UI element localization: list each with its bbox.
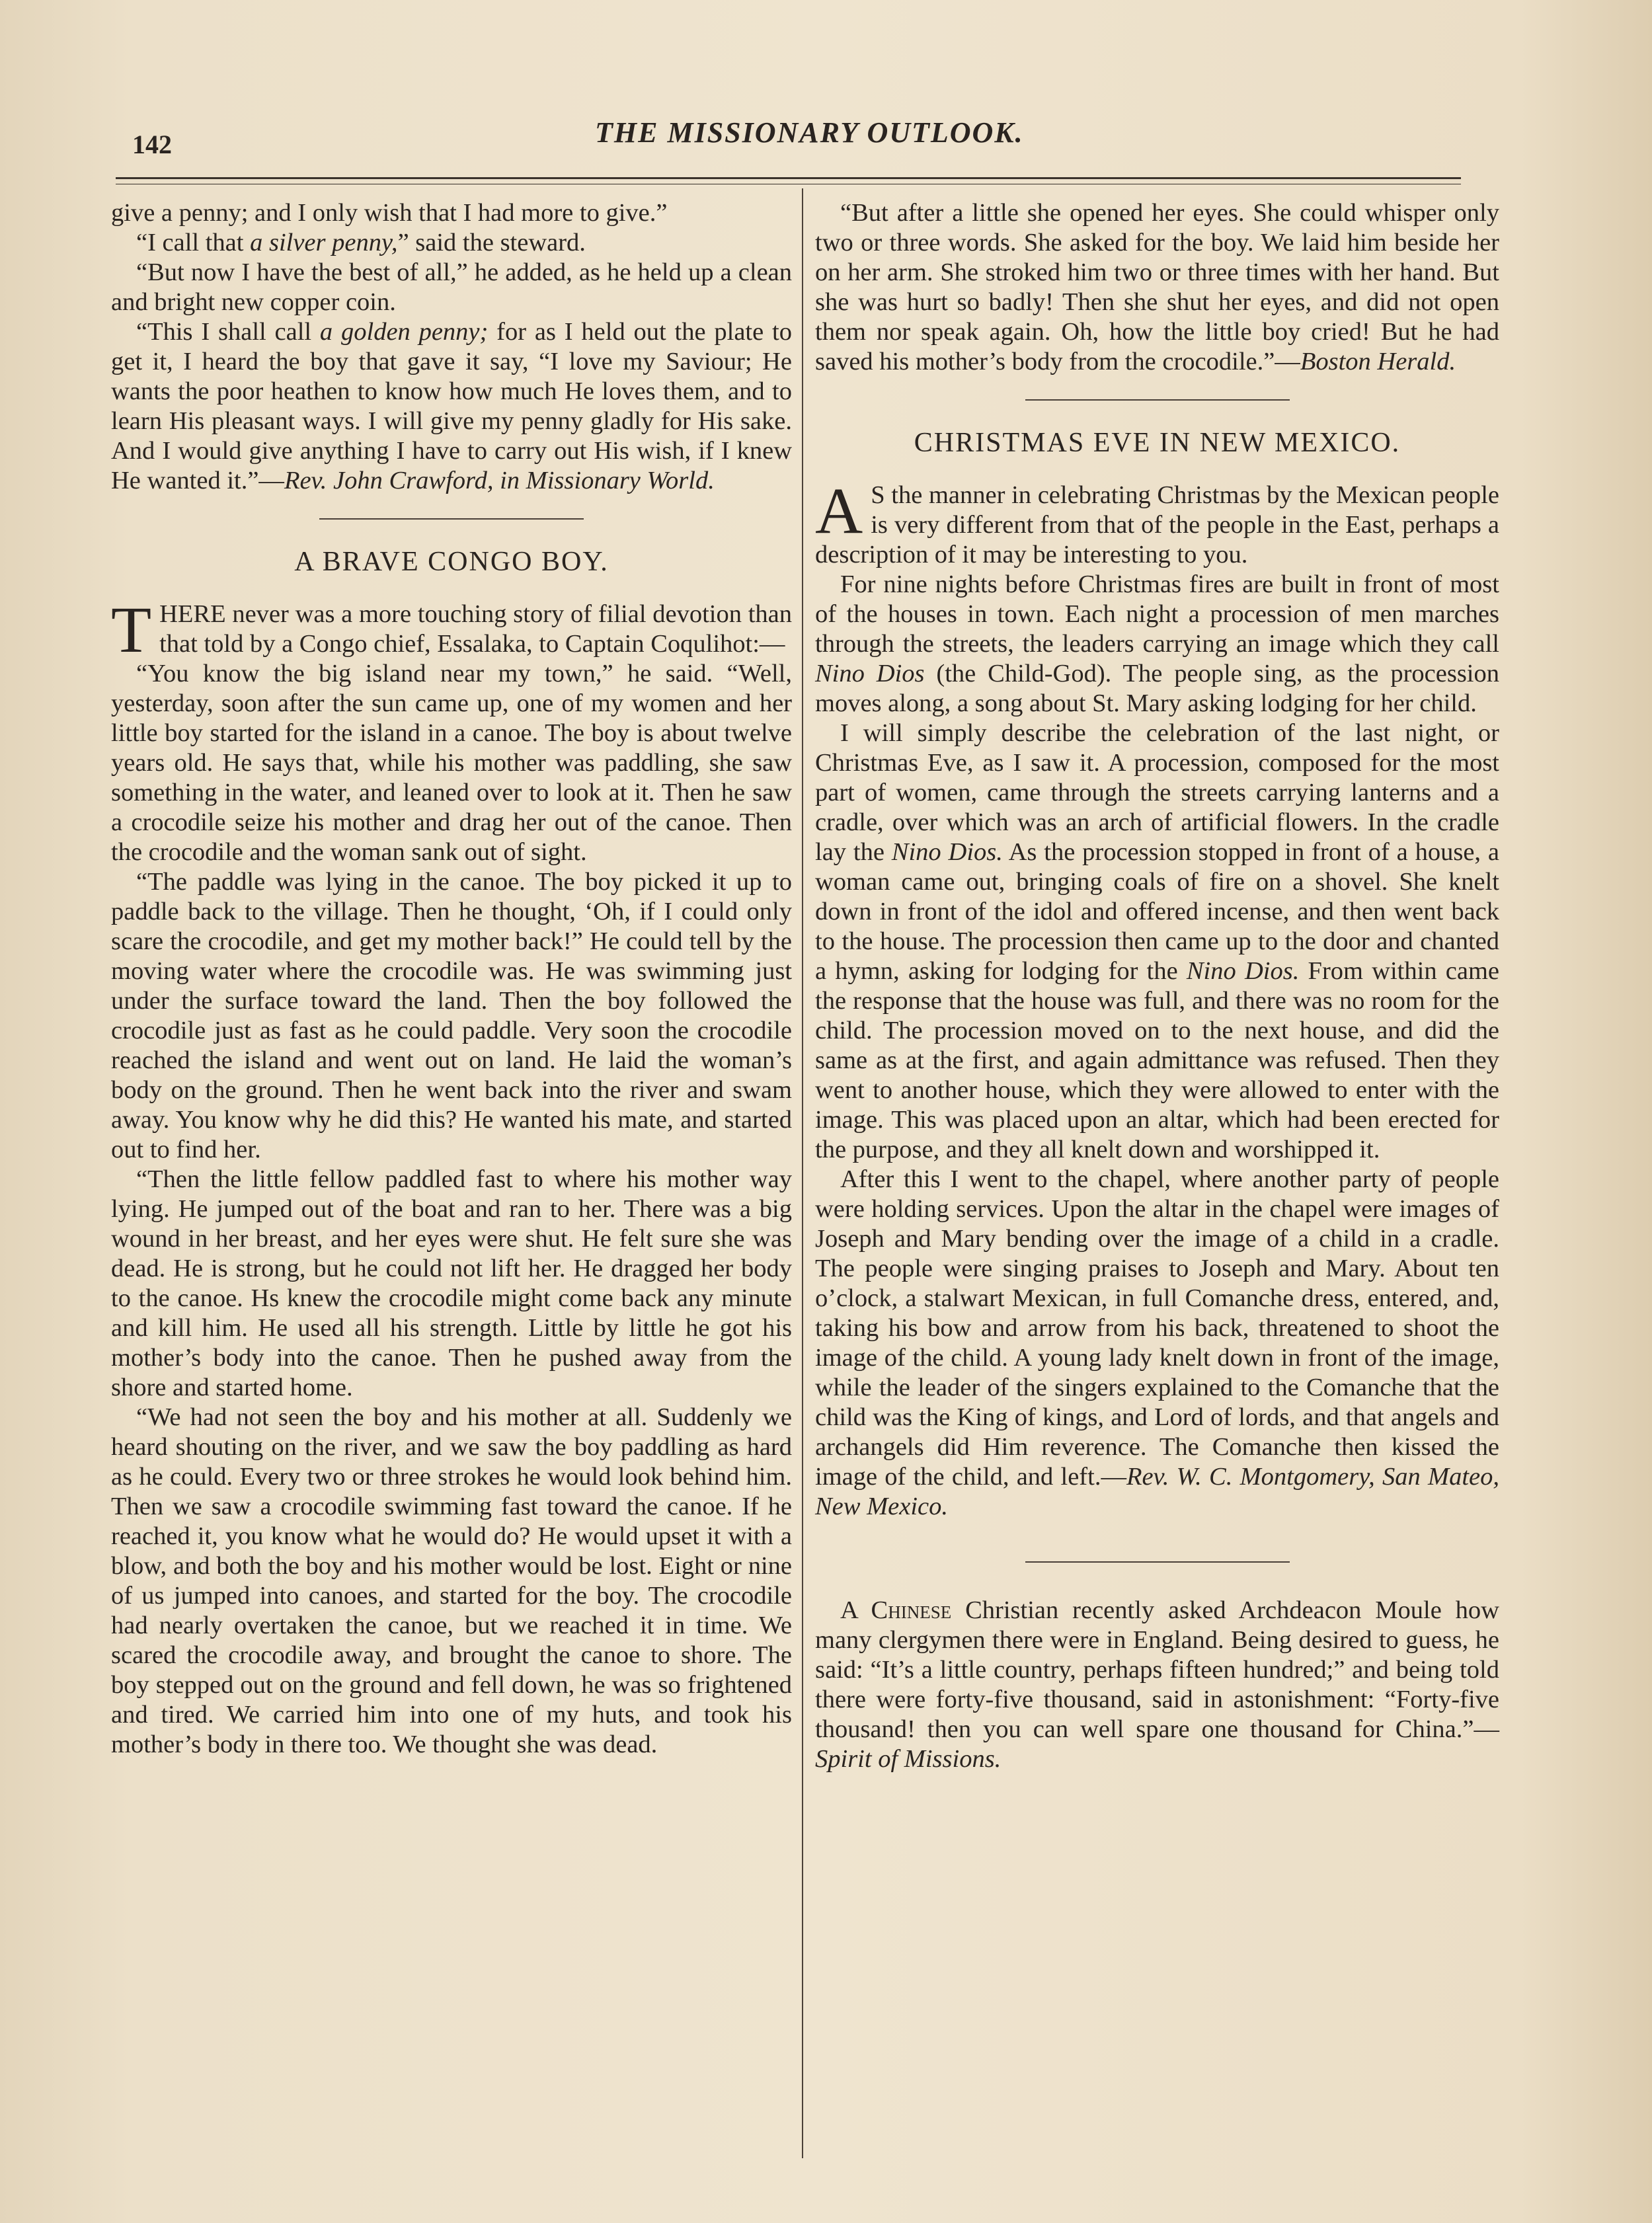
- page-number: 142: [132, 130, 172, 159]
- paragraph: “The paddle was lying in the canoe. The boy picked it up to paddle back to the village. Then he thought, ‘Oh, if I could only scare the crocodile, and get my mother back!” He could tell by the moving water where the crocodile was. He was swimming just under the surface toward the land. Then the boy followed the crocodile just as fast as he could paddle. Very soon the crocodile reached the island and went out on land. He laid the woman’s body on the ground. Then he went back into the river and swam away. You know why he did this? He wanted his mate, and started out to find her.: [111, 868, 792, 1163]
- paragraph: “We had not seen the boy and his mother at all. Suddenly we heard shouting on the river, and we saw the boy paddling as hard as he could. Every two or three strokes he would look behind him. Then we saw a crocodile swimming fast toward the canoe. If he reached it, you know what he would do? He would upset it with a blow, and both the boy and his mother would be lost. Eight or nine of us jumped into canoes, and started for the boy. The crocodile had nearly overtaken the canoe, but we reached it in time. We scared the crocodile away, and brought the canoe to shore. The boy stepped out on the ground and fell down, he was so frightened and tired. We carried him into one of my huts, and took his mother’s body in there too. We thought she was dead.: [111, 1403, 792, 1758]
- right-column: [815, 198, 1499, 1774]
- drop-cap: A: [815, 474, 863, 547]
- paragraph: I will simply describe the celebration of the last night, or Christmas Eve, as I saw it. A procession, composed for the most part of women, came through the streets carrying lanterns and a cradle, over which was an arch of artificial flowers. In the cradle lay the Nino Dios. As the procession stopped in front of a house, a woman came out, bringing coals of fire on a shovel. She knelt down in front of the idol and offered incense, and then went back to the house. The procession then came up to the door and chanted a hymn, asking for lodging for the Nino Dios. From within came the response that the house was full, and there was no room for the child. The procession moved on to the next house, and did the same as at the first, and again admittance was refused. Then they went to another house, which they were allowed to enter with the image. This was placed upon an altar, which had been erected for the purpose, and they all knelt down and worshipped it.: [815, 719, 1499, 1163]
- article-intro: A S the manner in celebrating Christmas by the Mexican people is very different from that of the people in the East, perhaps a description of it may be interesting to you.: [815, 474, 1499, 568]
- paragraph: give a penny; and I only wish that I had more to give.”: [111, 199, 668, 227]
- attribution: Rev. John Crawford, in Missionary World.: [284, 467, 715, 494]
- paragraph: “Then the little fellow paddled fast to where his mother way lying. He jumped out of the boat and ran to her. There was a big wound in her breast, and her eyes were shut. He felt sure she was dead. He is strong, but he could not lift her. He dragged her body to the canoe. Hs knew the crocodile might come back any minute and kill him. He used all his strength. Little by little he got his mother’s body into the canoe. Then he pushed away from the shore and started home.: [111, 1165, 792, 1401]
- paragraph: “This I shall call a golden penny; for as I held out the plate to get it, I heard the boy that gave it say, “I love my Saviour; He wants the poor heathen to know how much He loves them, and to learn His pleasant ways. I will give my penny gladly for His sake. And I would give anything I have to carry out His wish, if I knew He wanted it.”—Rev. John Crawford, in Missionary World.: [111, 318, 792, 494]
- article-title: CHRISTMAS EVE IN NEW MEXICO.: [914, 428, 1401, 458]
- running-title: THE MISSIONARY OUTLOOK.: [595, 116, 1024, 149]
- paragraph: “You know the big island near my town,” he said. “Well, yesterday, soon after the sun came up, one of my women and her little boy started for the island in a canoe. The boy is about twelve years old. He says that, while his mother was paddling, she saw something in the water, and leaned over to look at it. Then he saw a crocodile seize his mother and drag her out of the canoe. Then the crocodile and the woman sank out of sight.: [111, 660, 792, 866]
- paragraph: “I call that a silver penny,” said the steward.: [136, 229, 586, 256]
- attribution: Spirit of Missions.: [815, 1745, 1002, 1773]
- paragraph: “But after a little she opened her eyes. She could whisper only two or three words. She asked for the boy. We laid him beside her on her arm. She stroked him two or three times with her hand. But she was hurt so badly! Then she shut her eyes, and did not open them nor speak again. Oh, how the little boy cried! But he had saved his mother’s body from the crocodile.”—Boston Herald.: [815, 199, 1499, 375]
- paragraph: For nine nights before Christmas fires are built in front of most of the houses in town. Each night a procession of men marches through the streets, the leaders carrying an image which they call Nino Dios (the Child-God). The people sing, as the procession moves along, a song about St. Mary asking lodging for her child.: [815, 570, 1500, 717]
- page-header: [112, 116, 1468, 159]
- column-divider: [802, 188, 803, 2158]
- drop-cap: T: [111, 593, 152, 666]
- paragraph: A Chinese Christian recently asked Archdeacon Moule how many clergymen there were in England. Being desired to guess, he said: “It’s a little country, perhaps fifteen hundred;” and being told there were forty-five thousand, said in astonishment: “Forty-five thousand! then you can well spare one thousand for China.”—Spirit of Missions.: [815, 1596, 1499, 1773]
- paragraph: “But now I have the best of all,” he added, as he held up a clean and bright new copper coin.: [111, 258, 792, 316]
- header-rule: [116, 177, 1461, 179]
- article-title: A BRAVE CONGO BOY.: [294, 547, 609, 577]
- section-separator: [319, 518, 584, 520]
- left-column: [111, 198, 792, 1760]
- section-separator: [1025, 1561, 1290, 1563]
- attribution: Boston Herald.: [1300, 348, 1456, 375]
- attribution: Rev. W. C. Montgomery, San Mateo, New Mexico.: [815, 1463, 1499, 1520]
- section-separator: [1025, 399, 1290, 401]
- article-intro: THERE never was a more touching story of filial devotion than that told by a Congo chief, Essalaka, to Captain Coqulihot:—: [111, 593, 792, 666]
- paragraph: After this I went to the chapel, where another party of people were holding services. Upon the altar in the chapel were images of Joseph and Mary bending over the image of a child in a cradle. The people were singing praises to Joseph and Mary. About ten o’clock, a stalwart Mexican, in full Comanche dress, entered, and, taking his bow and arrow from his back, threatened to shoot the image of the child. A young lady knelt down in front of the image, while the leader of the singers explained to the Comanche that the child was the King of kings, and Lord of lords, and that angels and archangels did Him reverence. The Comanche then kissed the image of the child, and left.—Rev. W. C. Montgomery, San Mateo, New Mexico.: [815, 1165, 1499, 1520]
